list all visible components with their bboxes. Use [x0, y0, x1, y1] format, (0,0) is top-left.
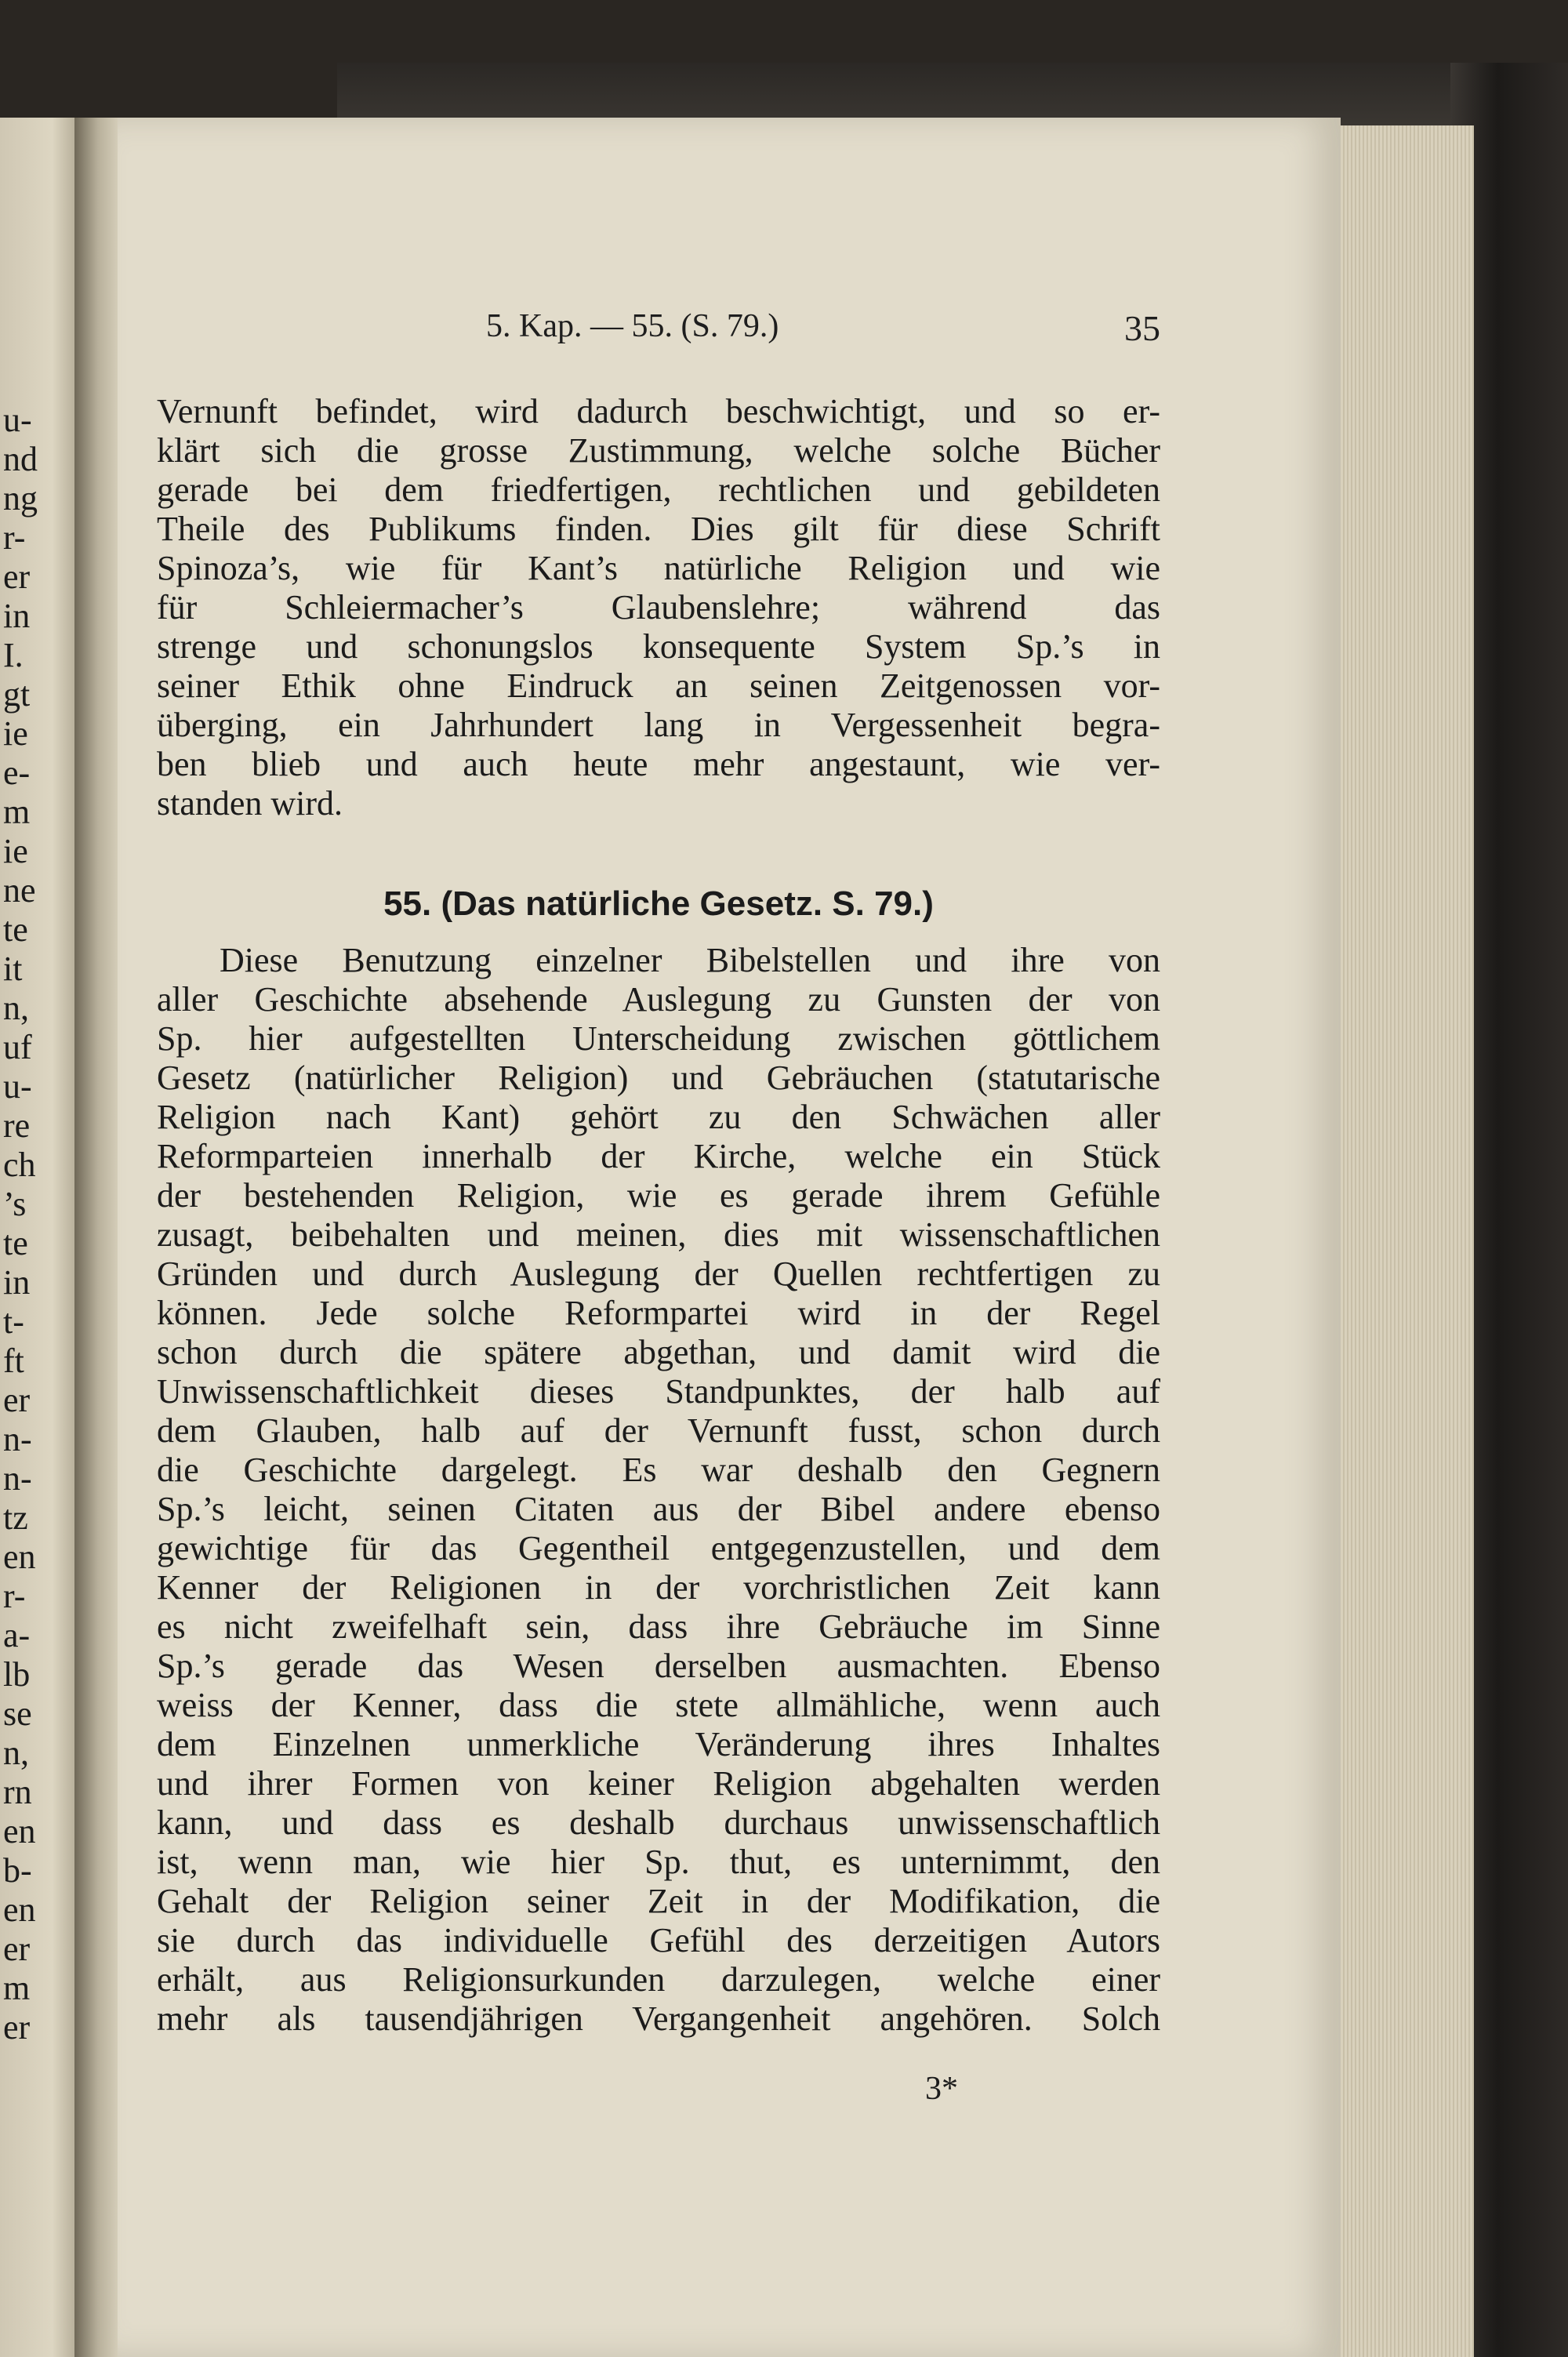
text-line: können. Jede solche Reformpartei wird in der Regel	[157, 1294, 1160, 1332]
left-page-fragment: u-	[3, 401, 32, 439]
text-line: zusagt, beibehalten und meinen, dies mit wissenschaftlichen	[157, 1215, 1160, 1254]
text-line: es nicht zweifelhaft sein, dass ihre Gebräuche im Sinne	[157, 1607, 1160, 1646]
left-page-fragment: er	[3, 1930, 31, 1968]
text-line: Spinoza’s, wie für Kant’s natürliche Religion und wie	[157, 549, 1160, 587]
text-line: aller Geschichte absehende Auslegung zu Gunsten der von	[157, 980, 1160, 1019]
text-line: Kenner der Religionen in der vorchristlichen Zeit kann	[157, 1568, 1160, 1607]
text-line: Sp.’s leicht, seinen Citaten aus der Bibel andere ebenso	[157, 1490, 1160, 1528]
left-page-fragment: t-	[3, 1302, 24, 1341]
left-page-fragment: r-	[3, 1577, 26, 1615]
text-line: sie durch das individuelle Gefühl des derzeitigen Autors	[157, 1921, 1160, 1959]
left-page-fragment: gt	[3, 675, 31, 714]
left-page-fragment: ie	[3, 714, 28, 753]
text-line: Gesetz (natürlicher Religion) und Gebräuchen (statutarische	[157, 1059, 1160, 1097]
text-line: Unwissenschaftlichkeit dieses Standpunktes, der halb auf	[157, 1372, 1160, 1411]
text-line: schon durch die spätere abgethan, und damit wird die	[157, 1333, 1160, 1371]
left-page-fragment: ng	[3, 479, 38, 518]
left-page-fragment: te	[3, 1224, 28, 1262]
left-page-fragment: u-	[3, 1067, 32, 1106]
left-page-fragment: n,	[3, 1734, 29, 1772]
left-page-fragment: lb	[3, 1655, 31, 1694]
text-line: dem Glauben, halb auf der Vernunft fusst, schon durch	[157, 1411, 1160, 1450]
left-page-fragment: in	[3, 597, 31, 635]
left-page-fragment: it	[3, 950, 23, 988]
text-line: seiner Ethik ohne Eindruck an seinen Zeitgenossen vor-	[157, 666, 1160, 705]
text-line: dem Einzelnen unmerkliche Veränderung ihres Inhaltes	[157, 1725, 1160, 1763]
left-page-fragment: ft	[3, 1342, 24, 1380]
text-line: für Schleiermacher’s Glaubenslehre; während das	[157, 588, 1160, 626]
text-line: mehr als tausendjährigen Vergangenheit angehören. Solch	[157, 1999, 1160, 2038]
text-line: Sp.’s gerade das Wesen derselben ausmachten. Ebenso	[157, 1647, 1160, 1685]
text-line: Gehalt der Religion seiner Zeit in der Modifikation, die	[157, 1882, 1160, 1920]
left-page-fragment: b-	[3, 1851, 32, 1890]
text-line: klärt sich die grosse Zustimmung, welche solche Bücher	[157, 431, 1160, 470]
text-line: Sp. hier aufgestellten Unterscheidung zwischen göttlichem	[157, 1019, 1160, 1058]
left-page-fragment: n-	[3, 1459, 32, 1498]
left-page-fragment: er	[3, 557, 31, 596]
text-line: weiss der Kenner, dass die stete allmähliche, wenn auch	[157, 1686, 1160, 1724]
text-line: strenge und schonungslos konsequente System Sp.’s in	[157, 627, 1160, 666]
signature-mark: 3*	[925, 2071, 958, 2107]
left-page-fragment: ne	[3, 871, 36, 910]
left-page-fragment: n-	[3, 1420, 32, 1458]
left-page-fragment: ch	[3, 1146, 36, 1184]
left-page-fragment: en	[3, 1890, 36, 1929]
left-page-fragment: er	[3, 1381, 31, 1419]
left-page-fragment: m	[3, 793, 31, 831]
left-page-fragment: I.	[3, 636, 24, 674]
left-page-fragment: en	[3, 1812, 36, 1850]
text-line: und ihrer Formen von keiner Religion abgehalten werden	[157, 1764, 1160, 1803]
left-page-fragment: e-	[3, 754, 31, 792]
left-page-fragment: rn	[3, 1773, 32, 1811]
text-line: kann, und dass es deshalb durchaus unwissenschaftlich	[157, 1803, 1160, 1842]
section-title: 55. (Das natürliche Gesetz. S. 79.)	[383, 884, 934, 923]
text-line: Reformparteien innerhalb der Kirche, welche ein Stück	[157, 1137, 1160, 1175]
left-page-fragment: te	[3, 910, 28, 949]
text-line: standen wird.	[157, 784, 343, 823]
text-line: Theile des Publikums finden. Dies gilt für diese Schrift	[157, 510, 1160, 548]
page-number: 35	[1124, 308, 1160, 348]
left-page-fragment: n,	[3, 989, 29, 1027]
paragraph-2	[157, 941, 1160, 2039]
left-page-fragment: a-	[3, 1616, 31, 1654]
left-page-fragment: tz	[3, 1498, 28, 1537]
left-page-fragment: in	[3, 1263, 31, 1302]
paragraph-1	[157, 392, 1160, 823]
text-line: ist, wenn man, wie hier Sp. thut, es unternimmt, den	[157, 1843, 1160, 1881]
left-page-fragment: ie	[3, 832, 28, 870]
left-page-fragment: uf	[3, 1028, 32, 1066]
left-page-fragment: re	[3, 1106, 31, 1145]
left-page-fragment: nd	[3, 440, 38, 478]
left-page-fragment: r-	[3, 518, 26, 557]
text-line: gerade bei dem friedfertigen, rechtlichen und gebildeten	[157, 470, 1160, 509]
text-line: Diese Benutzung einzelner Bibelstellen und ihre von	[220, 941, 1160, 979]
text-line: erhält, aus Religionsurkunden darzulegen, welche einer	[157, 1960, 1160, 1999]
left-page-fragment: se	[3, 1694, 32, 1733]
text-line: überging, ein Jahrhundert lang in Vergessenheit begra-	[157, 706, 1160, 744]
left-page-fragment: er	[3, 2008, 31, 2046]
text-line: ben blieb und auch heute mehr angestaunt, wie ver-	[157, 745, 1160, 783]
text-line: Vernunft befindet, wird dadurch beschwichtigt, und so er-	[157, 392, 1160, 430]
left-page-fragment: en	[3, 1538, 36, 1576]
text-line: Religion nach Kant) gehört zu den Schwächen aller	[157, 1098, 1160, 1136]
text-line: die Geschichte dargelegt. Es war deshalb den Gegnern	[157, 1451, 1160, 1489]
text-line: der bestehenden Religion, wie es gerade ihrem Gefühle	[157, 1176, 1160, 1215]
book-gutter	[74, 118, 122, 2357]
left-page-fragment: ’s	[3, 1185, 27, 1223]
page-edges	[1333, 125, 1474, 2357]
left-facing-page	[0, 118, 74, 2357]
running-head: 5. Kap. — 55. (S. 79.)	[486, 308, 779, 344]
text-line: gewichtige für das Gegentheil entgegenzustellen, und dem	[157, 1529, 1160, 1567]
text-line: Gründen und durch Auslegung der Quellen rechtfertigen zu	[157, 1255, 1160, 1293]
left-page-fragment: m	[3, 1969, 31, 2007]
